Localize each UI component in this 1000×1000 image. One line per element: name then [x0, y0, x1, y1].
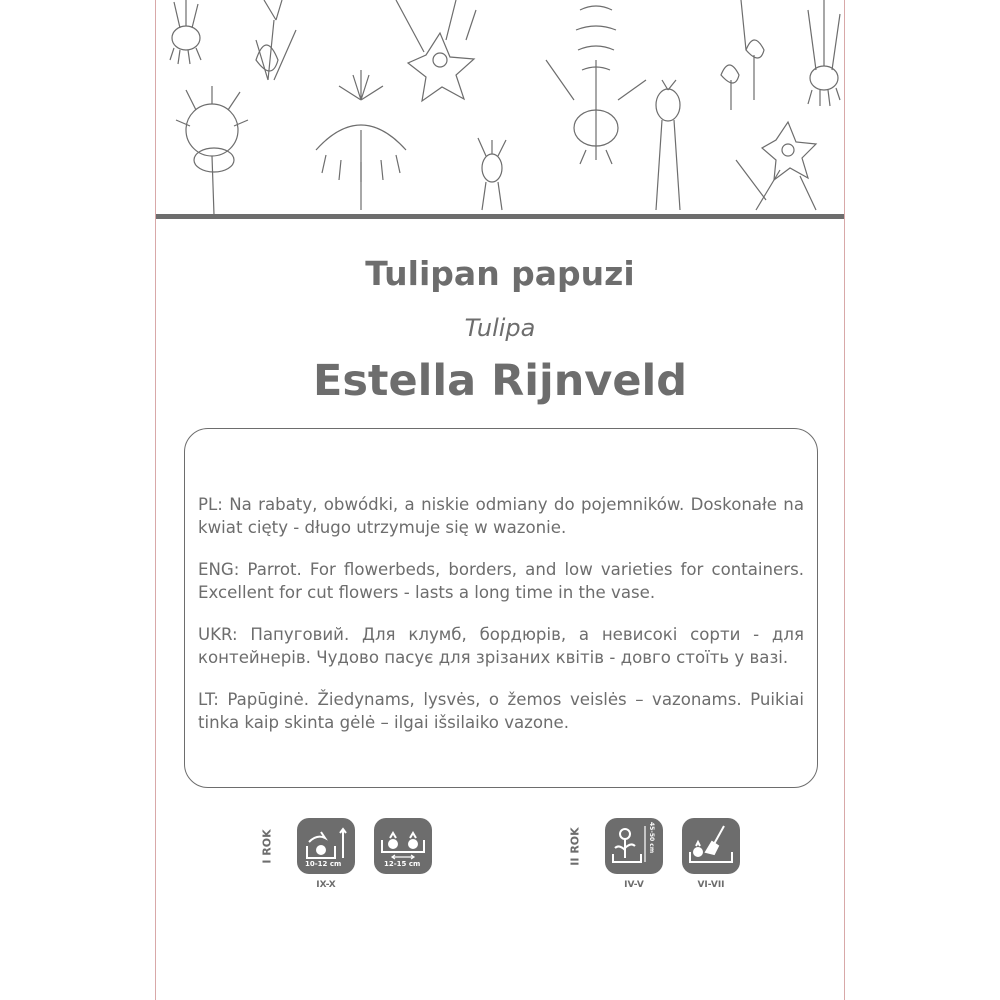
narcissus-illustration-2: [736, 122, 816, 210]
hyacinth-illustration: [546, 6, 646, 164]
planting-depth-icon: [297, 818, 355, 874]
lifting-months: VI-VII: [697, 880, 725, 890]
planting-spacing-value: 12-15 cm: [384, 860, 421, 868]
description-lt: LT: Papūginė. Žiedynams, lysvės, o žemos veislės – vazonams. Puikiai tinka kaip skinta gėlė – ilgai išsilaiko vazone.: [198, 690, 804, 732]
planting-months: IX-X: [316, 880, 336, 890]
cultivar-name: Estella Rijnveld: [312, 356, 688, 406]
narcissus-illustration-1: [396, 0, 476, 101]
seed-packet-label: [155, 0, 845, 1000]
first-year-label: I ROK: [260, 829, 274, 864]
bulb-illustration-2: [656, 80, 680, 210]
planting-depth-value: 10-12 cm: [305, 860, 342, 868]
plant-height-icon: [605, 818, 663, 874]
latin-name: Tulipa: [464, 314, 536, 342]
tulip-illustration: [721, 0, 764, 110]
bulb-illustration-4: [478, 138, 506, 210]
botanical-illustration: [156, 0, 844, 215]
description-box: [184, 428, 818, 788]
description-ukr: UKR: Папуговий. Для клумб, бордюрів, а невисокі сорти - для контейнерів. Чудово пасує для зрізаних квітів - довго стоїть у вазі.: [198, 625, 804, 667]
bulb-illustration-3: [808, 0, 840, 106]
common-name: Tulipan papuzi: [365, 254, 635, 293]
bulb-illustration-1: [170, 0, 201, 64]
flowering-months: IV-V: [624, 880, 644, 890]
description-pl: PL: Na rabaty, obwódki, a niskie odmiany do pojemników. Doskonałe na kwiat cięty - długo utrzymuje się w wazonie.: [198, 495, 804, 537]
second-year-label: II ROK: [568, 827, 582, 866]
planting-spacing-icon: [374, 818, 432, 874]
allium-illustration: [176, 86, 248, 215]
crocus-illustration: [256, 0, 296, 80]
fritillaria-illustration: [316, 70, 406, 210]
description-eng: ENG: Parrot. For flowerbeds, borders, and low varieties for containers. Excellent for cut flowers - lasts a long time in the vase.: [198, 560, 804, 602]
digging-bulbs-icon: [682, 818, 740, 874]
plant-height-value: 45-50 cm: [648, 822, 655, 854]
header-divider: [156, 214, 844, 219]
